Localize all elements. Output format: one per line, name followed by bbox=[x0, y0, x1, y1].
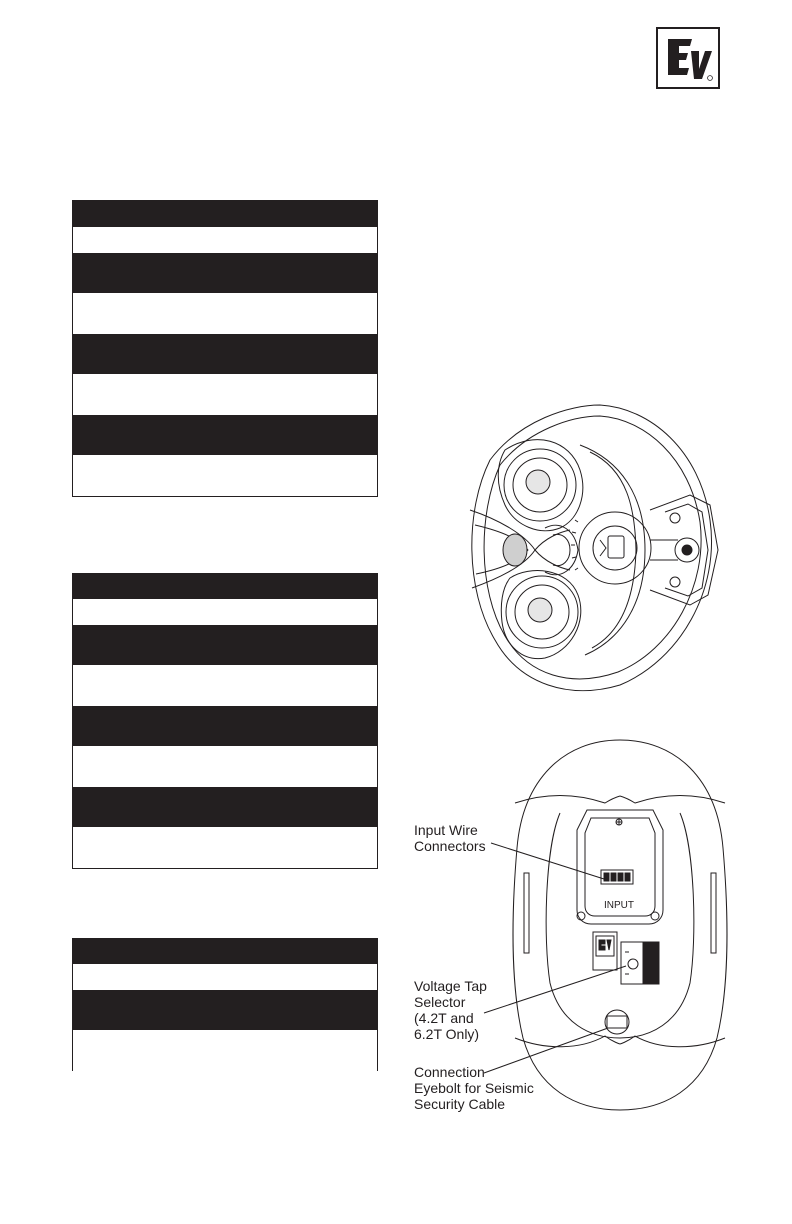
callout-voltage-tap-selector: Voltage Tap Selector (4.2T and 6.2T Only) bbox=[414, 978, 487, 1042]
callout-input-wire-connectors: Input Wire Connectors bbox=[414, 822, 486, 854]
callout-connection-eyebolt: Connection Eyebolt for Seismic Security Cable bbox=[414, 1064, 534, 1112]
panel-label: INPUT bbox=[604, 900, 634, 911]
